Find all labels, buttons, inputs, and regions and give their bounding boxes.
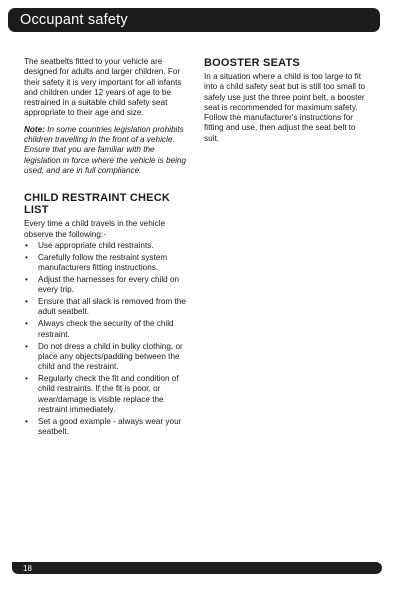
footer-bar: [12, 562, 382, 574]
list-item-text: Set a good example - always wear your seatbelt.: [38, 416, 182, 437]
note-label: Note:: [24, 124, 45, 134]
note-text: In some countries legislation prohibits children travelling in the front of a vehicle. Ensure that you are familiar with the legislation in force where the vehicle is being used, and are in full compliance.: [24, 124, 187, 175]
checklist-intro: Every time a child travels in the vehicle observe the following:-: [24, 219, 166, 239]
checklist: [24, 241, 190, 438]
bullet-icon: •: [25, 319, 28, 329]
list-item-text: Use appropriate child restraints.: [38, 240, 154, 250]
bullet-icon: •: [25, 416, 28, 426]
list-item: [24, 319, 190, 340]
list-item-text: Regularly check the fit and condition of child restraints. If the fit is poor, or wear/damage is visible replace the restraint immediately.: [38, 373, 179, 414]
note-paragraph: [24, 125, 190, 176]
bullet-icon: •: [25, 373, 28, 383]
bullet-icon: •: [25, 297, 28, 307]
list-item-text: Always check the security of the child restraint.: [38, 319, 174, 339]
right-column: [204, 57, 370, 144]
section-header-bar: [8, 8, 380, 32]
section-title: Occupant safety: [20, 12, 128, 28]
booster-heading: BOOSTER SEATS: [204, 57, 300, 69]
bullet-icon: •: [25, 240, 28, 250]
list-item: [24, 241, 190, 251]
list-item: [24, 342, 190, 373]
intro-paragraph: The seatbelts fitted to your vehicle are designed for adults and larger children. For their safety it is very important for all infants and children under 12 years of age to be restrained in a suitable child safety seat appropriate to their age and size.: [24, 57, 182, 118]
checklist-section: [24, 192, 190, 437]
list-item-text: Carefully follow the restraint system manufacturers fitting instructions.: [38, 252, 168, 273]
bullet-icon: •: [25, 274, 28, 284]
list-item: [24, 417, 190, 438]
booster-paragraph: In a situation where a child is too large to fit into a child safety seat but is still too small to safely use just the three point belt, a booster seat is recommended for maximum safety. Follow the manufacturer's instructions for fitting and use, then adjust the seat belt to suit.: [204, 72, 366, 143]
list-item: [24, 297, 190, 318]
bullet-icon: •: [25, 252, 28, 262]
list-item: [24, 275, 190, 296]
list-item-text: Adjust the harnesses for every child on every trip.: [38, 274, 180, 295]
left-column: [24, 57, 190, 439]
checklist-heading: CHILD RESTRAINT CHECK LIST: [24, 192, 170, 217]
list-item-text: Do not dress a child in bulky clothing, or place any objects/padding between the child and the restraint.: [38, 341, 183, 372]
bullet-icon: •: [25, 341, 28, 351]
list-item: [24, 253, 190, 274]
page-number: 18: [23, 563, 32, 573]
list-item-text: Ensure that all slack is removed from the adult seatbelt.: [38, 297, 186, 317]
list-item: [24, 374, 190, 415]
